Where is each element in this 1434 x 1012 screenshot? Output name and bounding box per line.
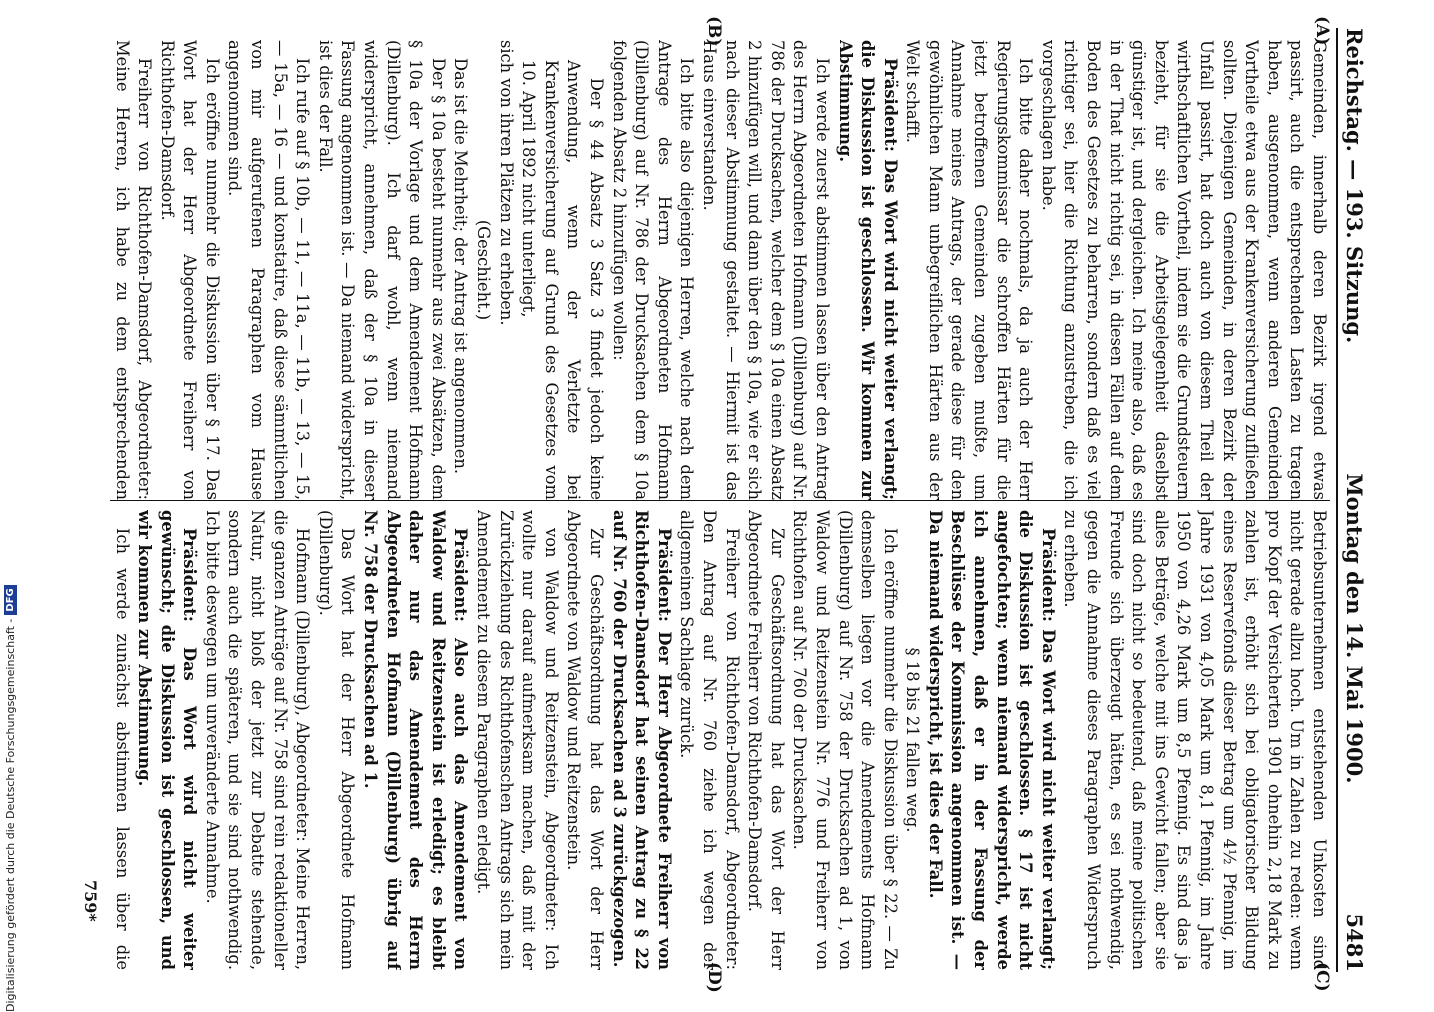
digitization-credit <box>4 585 17 1012</box>
paragraph: Ich rufe auf § 10b, — 11, — 11a, — 11b, — 13, — 15, — 15a, — 16 — und konstatire, daß diese sämmtlichen von mir aufgerufenen Paragraphen vom Hause angenommen sind. <box>225 40 313 500</box>
paragraph: Ich bitte daher nochmals, da ja auch der Herr Regierungskommissar die schroffen Härten für die jetzt betroffenen Gemeinden zugeben mußte, um Annahme meines Antrags, der gerade diese für den gewöhnlichen Mann unbegreiflichen Härten aus der Welt schafft. <box>903 40 1036 500</box>
paragraph: Das Wort hat der Herr Abgeordnete Hofmann (Dillenburg). <box>315 510 358 970</box>
header-date: Montag den 14. Mai 1900. <box>1342 473 1368 784</box>
paragraph: Ich eröffne nunmehr die Diskussion über § 22. — Zu demselben liegen vor die Amendements Hofmann (Dillenburg) auf Nr. 758 der Drucksachen ad 1, von Waldow und Reitzenstein Nr. 776 und Freiherr von Richthofen auf Nr. 760 der Drucksachen. <box>790 510 900 970</box>
paragraph: Der § 44 Absatz 3 Satz 3 findet jedoch keine Anwendung, wenn der Verletzte bei Krankenversicherung auf Grund des Gesetzes vom 10. April 1892 nicht unterliegt, <box>519 60 606 500</box>
column-divider <box>110 500 1330 501</box>
paragraph: Zur Geschäftsordnung hat das Wort der Herr Abgeordnete von Waldow und Reitzenstein. <box>564 510 606 970</box>
dfg-logo[interactable]: DFG <box>4 585 17 614</box>
page-number: 5481 <box>1342 913 1368 972</box>
margin-marker-c: (C) <box>1312 962 1332 992</box>
paragraph: Ich werde zunächst abstimmen lassen über die <box>112 528 132 970</box>
credit-text: Digitalisierung gefördert durch die Deutsche Forschungsgemeinschaft - <box>4 618 17 1012</box>
paragraph: Freiherr von Richthofen-Damsdorf, Abgeordneter: Meine Herren, ich habe zu dem entsprechenden <box>112 40 155 500</box>
page-header <box>1336 28 1372 972</box>
left-column <box>110 40 1330 500</box>
paragraph: Ich bitte also diejenigen Herren, welche nach dem Antrage des Herrn Abgeordneten Hofmann (Dillenburg) auf Nr. 786 der Drucksachen dem § 10a folgenden Absatz 2 hinzufügen wollen: <box>609 40 697 500</box>
paragraph: Betriebsunternehmen entstehenden Unkosten sind nicht gerade allzu hoch. Um in Zahlen zu reden: wenn pro Kopf der Versicherten 1901 ohnehin 2,18 Mark zu zahlen ist, erhöht sich bei obligatorischer Bildung eines Reservefonds dieser Betrag um 4½ Pfennig, im Jahre 1931 von 4,05 Mark um 8,1 Pfennig, im Jahre 1950 von 4,26 Mark um 8,5 Pfennig. Es sind das ja alles Beträge, welche mit ins Gewicht fallen; aber sie sind doch nicht so bedeutend, daß meine politischen Freunde sich überzeugt hätten, es sei nothwendig, gegen die Annahme dieses Paragraphen Widerspruch zu erheben. <box>1061 510 1329 970</box>
paragraph: Hofmann (Dillenburg), Abgeordneter: Meine Herren, die ganzen Anträge auf Nr. 758 sind rein redaktioneller Natur, nicht bloß der jetzt zur Debatte stehende, sondern auch die späteren, und sie sind nothwendig. Ich bitte deswegen um unveränderte Annahme. <box>202 510 313 970</box>
paragraph: Präsident: Also auch das Amendement von Waldow und Reitzenstein ist erledigt; es bleibt daher nur das Amendement des Herrn Abgeordneten Hofmann (Dillenburg) übrig auf Nr. 758 der Drucksachen ad 1. <box>361 510 471 970</box>
paragraph: Der § 10a besteht nunmehr aus zwei Absätzen, dem § 10a der Vorlage und dem Amendement Hofmann (Dillenburg). Ich darf wohl, wenn niemand widerspricht, annehmen, daß der § 10a in dieser Fassung angenommen ist. — Da niemand widerspricht, ist dies der Fall. <box>315 40 448 500</box>
header-title: Reichstag. — 193. Sitzung. <box>1342 28 1368 344</box>
paragraph: Präsident: Das Wort wird nicht weiter verlangt; die Diskussion ist geschlossen. § 17 ist nicht angefochten; wenn niemand widerspricht, werde ich annehmen, daß er in der Fassung der Beschlüsse der Kommission angenommen ist. — Da niemand widerspricht, ist dies der Fall. <box>925 510 1058 970</box>
paragraph: Zur Geschäftsordnung hat das Wort der Herr Abgeordnete Freiherr von Richthofen-Damsdorf. <box>745 510 787 970</box>
page-signature: 759* <box>81 880 100 922</box>
paragraph: Das ist die Mehrheit; der Antrag ist angenommen. <box>451 58 471 474</box>
margin-marker-d: (D) <box>704 962 724 993</box>
margin-marker-a: (A) <box>1312 16 1332 46</box>
paragraph: Ich eröffne nunmehr die Diskussion über § 17. Das Wort hat der Herr Abgeordnete Freiherr von Richthofen-Damsdorf. <box>157 40 222 500</box>
margin-marker-b: (B) <box>704 16 724 47</box>
right-column <box>110 510 1330 970</box>
paragraph: Freiherr von Richthofen-Damsdorf, Abgeordneter: Den Antrag auf Nr. 760 ziehe ich wegen der allgemeinen Sachlage zurück. <box>677 510 742 970</box>
paragraph: sich von ihren Plätzen zu erheben. <box>496 40 516 326</box>
paragraph: Gemeinden, innerhalb deren Bezirk irgend etwas passirt, auch die entsprechenden Lasten zu tragen haben, ausgenommen, wenn anderen Gemeinden Vortheile etwa aus der Krankenversicherung zufließen sollten. Diejenigen Gemeinden, in deren Bezirk der Unfall passirt, hat doch auch von diesem Theil der wirthschaftlichen Vortheil, indem sie die Grundsteuern bezieht, für sie die Arbeitsgelegenheit daselbst günstiger ist, und dergleichen. Ich meine also, daß es in der That nicht richtig sei, in diesen Fällen auf dem Boden des Gesetzes zu beharren, sondern daß es viel richtiger sei, hier die Richtung anzustreben, die ich vorgeschlagen habe. <box>1038 40 1329 500</box>
paragraph: Ich werde zuerst abstimmen lassen über den Antrag des Herrn Abgeordneten Hofmann (Dillenburg) auf Nr. 786 der Drucksachen, welcher dem § 10a einen Absatz 2 hinzufügen will, und dann über den § 10a, wie er sich nach dieser Abstimmung gestaltet. — Hiermit ist das Haus einverstanden. <box>699 40 832 500</box>
paragraph: von Waldow und Reitzenstein, Abgeordneter: Ich wollte nur darauf aufmerksam machen, daß mit der Zurückziehung des Richthofenschen Antrags sich mein Amendement zu diesem Paragraphen erledigt. <box>474 510 561 970</box>
paragraph: (Geschieht.) <box>474 219 494 321</box>
paragraph: Präsident: Das Wort wird nicht weiter gewünscht; die Diskussion ist geschlossen, und wir kommen zur Abstimmung. <box>135 510 200 970</box>
paragraph: § 18 bis 21 fallen weg. <box>903 647 923 833</box>
paragraph: Präsident: Der Herr Abgeordnete Freiherr von Richthofen-Damsdorf hat seinen Antrag zu § 22 auf Nr. 760 der Drucksachen ad 3 zurückgezogen. <box>609 510 674 970</box>
paragraph: Präsident: Das Wort wird nicht weiter verlangt; die Diskussion ist geschlossen. Wir kommen zur Abstimmung. <box>835 40 900 500</box>
